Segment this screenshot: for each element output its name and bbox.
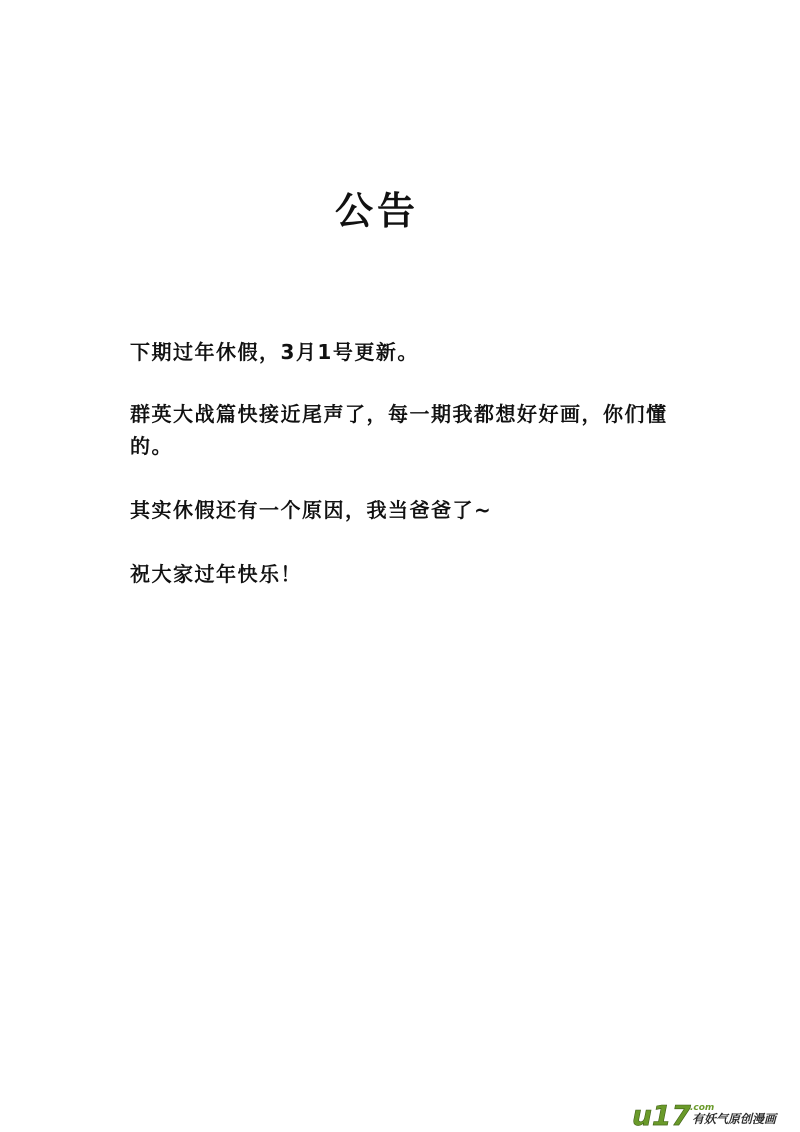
notice-paragraph-arc-ending: 群英大战篇快接近尾声了，每一期我都想好好画，你们懂的。 <box>130 402 668 458</box>
notice-title: 公告 <box>334 189 419 233</box>
notice-paragraph-reason: 其实休假还有一个原因，我当爸爸了~ <box>130 498 493 522</box>
u17-watermark-logo <box>590 1100 790 1128</box>
u17-logo-slogan: 有妖气原创漫画 <box>692 1112 777 1126</box>
notice-paragraph-greeting: 祝大家过年快乐！ <box>130 562 302 586</box>
u17-logo-domain: .com <box>690 1103 715 1113</box>
u17-logo-mark: u17 <box>632 1100 691 1128</box>
notice-paragraph-update-date: 下期过年休假，3月1号更新。 <box>130 340 419 364</box>
